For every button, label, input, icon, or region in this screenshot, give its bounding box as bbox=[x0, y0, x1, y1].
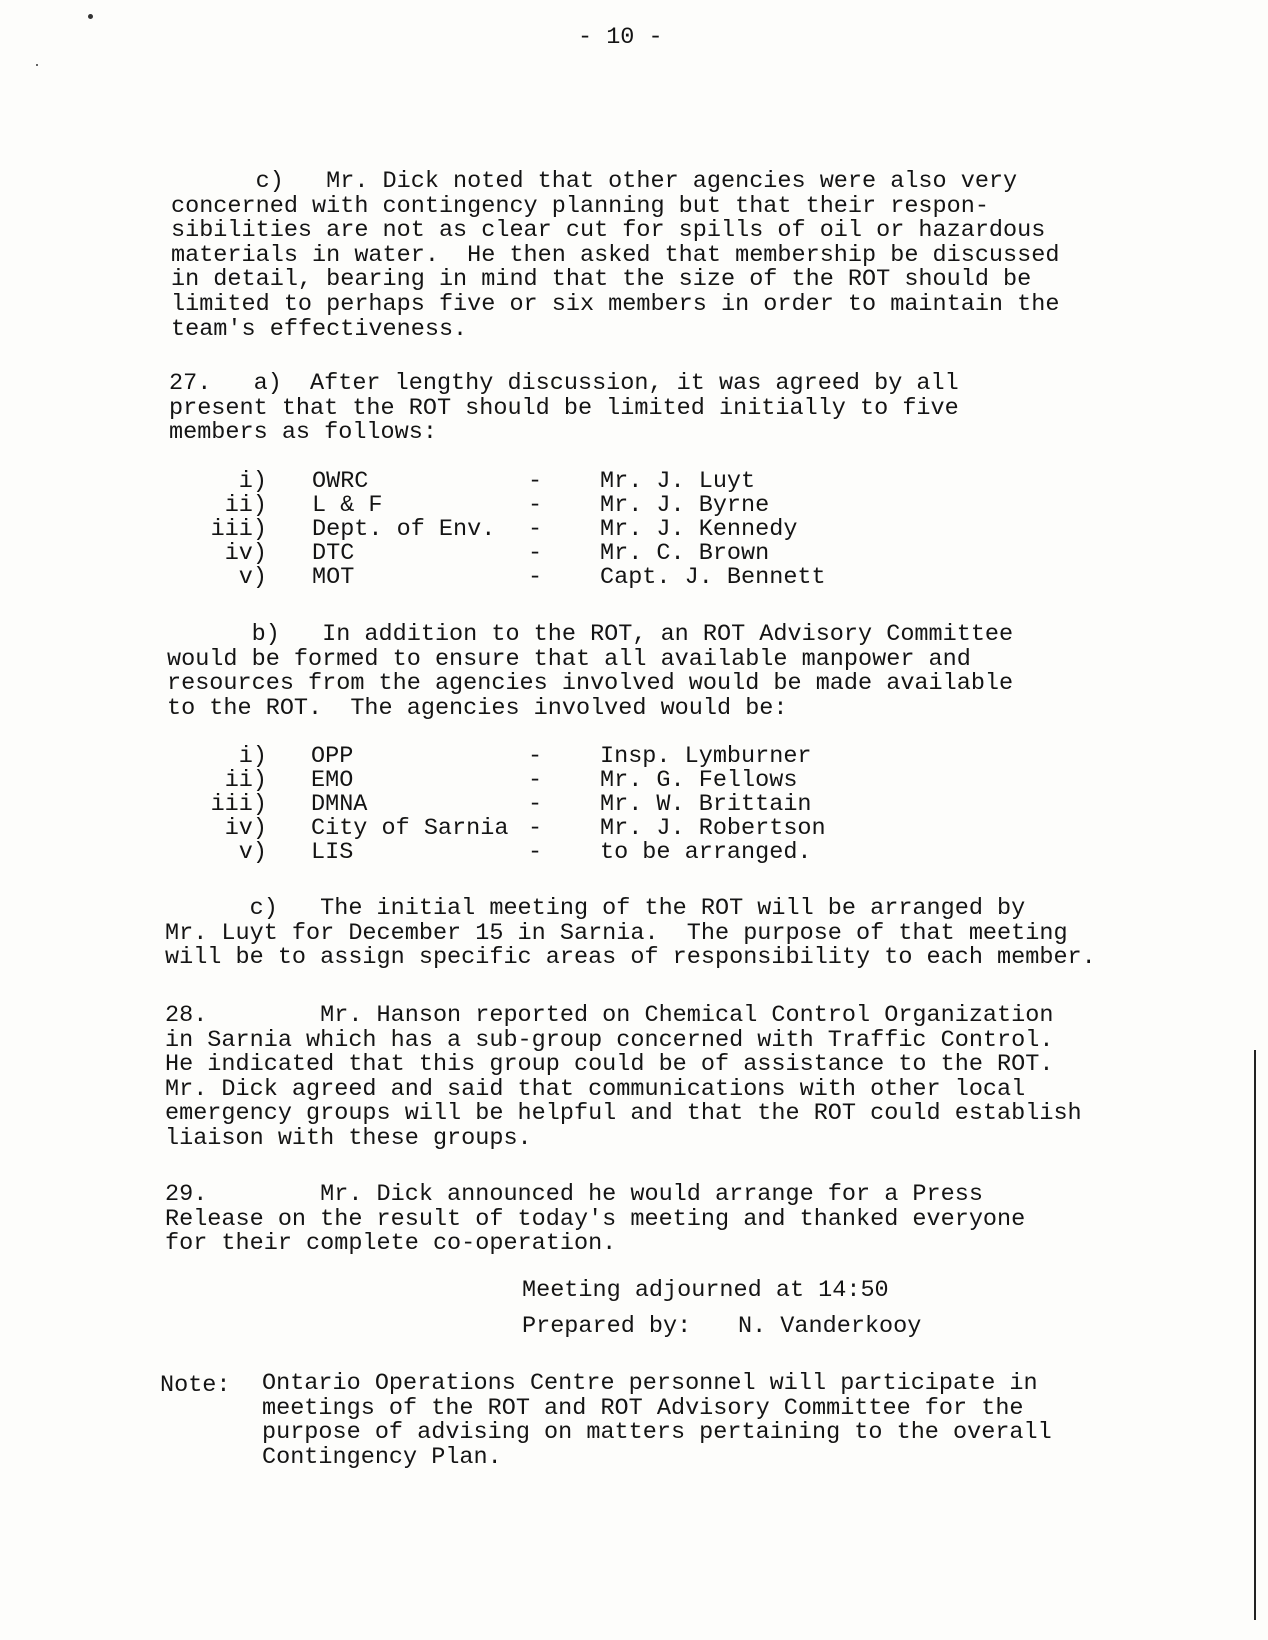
note-text bbox=[262, 1372, 1052, 1470]
list-item-dash: - bbox=[528, 492, 543, 519]
list-item-member-name: Insp. Lymburner bbox=[600, 743, 812, 770]
text-line: 29. Mr. Dick announced he would arrange for a Press bbox=[165, 1181, 983, 1208]
text-line: He indicated that this group could be of assistance to the ROT. bbox=[165, 1051, 1054, 1079]
prepared-by-label: Prepared by: bbox=[522, 1313, 692, 1340]
list-item-organization: DMNA bbox=[311, 791, 368, 818]
list-item bbox=[0, 468, 1268, 495]
paragraph-27c bbox=[165, 897, 1096, 971]
list-item-organization: DTC bbox=[312, 540, 355, 567]
list-item-number: v) bbox=[238, 839, 267, 866]
list-item bbox=[0, 564, 1268, 591]
paragraph-27a bbox=[169, 372, 959, 446]
text-line: members as follows: bbox=[169, 419, 437, 447]
scan-speck bbox=[36, 64, 38, 66]
paragraph-26c bbox=[171, 170, 1059, 342]
text-line: Mr. Luyt for December 15 in Sarnia. The purpose of that meeting bbox=[165, 919, 1068, 947]
text-line: liaison with these groups. bbox=[165, 1124, 532, 1152]
text-line: present that the ROT should be limited initially to five bbox=[169, 394, 959, 422]
list-item bbox=[0, 791, 1268, 818]
list-item-member-name: Mr. C. Brown bbox=[600, 540, 770, 567]
text-line: limited to perhaps five or six members in order to maintain the bbox=[171, 290, 1060, 318]
text-line: Ontario Operations Centre personnel will participate in bbox=[262, 1370, 1038, 1397]
list-item-member-name: Mr. W. Brittain bbox=[600, 791, 812, 818]
list-item-dash: - bbox=[528, 767, 543, 794]
text-line: emergency groups will be helpful and that the ROT could establish bbox=[165, 1100, 1082, 1128]
list-item-dash: - bbox=[528, 468, 543, 495]
text-line: meetings of the ROT and ROT Advisory Committee for the bbox=[262, 1394, 1024, 1422]
list-item-dash: - bbox=[528, 564, 543, 591]
text-line: resources from the agencies involved would be made available bbox=[167, 670, 1014, 698]
prepared-by-name: N. Vanderkooy bbox=[738, 1313, 922, 1340]
list-item-member-name: to be arranged. bbox=[600, 839, 812, 866]
text-line: in detail, bearing in mind that the size of the ROT should be bbox=[171, 266, 1032, 294]
list-item bbox=[0, 767, 1268, 794]
list-item-dash: - bbox=[528, 791, 543, 818]
list-item-member-name: Mr. J. Kennedy bbox=[600, 516, 798, 543]
text-line: b) In addition to the ROT, an ROT Advisory Committee bbox=[167, 621, 1014, 648]
list-item-number: i) bbox=[238, 743, 267, 770]
paragraph-29 bbox=[165, 1183, 1025, 1257]
text-line: 27. a) After lengthy discussion, it was agreed by all bbox=[169, 370, 959, 397]
scan-speck bbox=[88, 14, 93, 19]
text-line: c) The initial meeting of the ROT will be arranged by bbox=[165, 895, 1026, 922]
note-label: Note: bbox=[160, 1372, 231, 1399]
text-line: 28. Mr. Hanson reported on Chemical Control Organization bbox=[165, 1002, 1054, 1029]
list-item bbox=[0, 516, 1268, 543]
list-item-member-name: Mr. G. Fellows bbox=[600, 767, 798, 794]
text-line: sibilities are not as clear cut for spills of oil or hazardous bbox=[171, 217, 1046, 245]
page-number: - 10 - bbox=[578, 24, 663, 51]
list-item-dash: - bbox=[528, 743, 543, 770]
list-item-dash: - bbox=[528, 540, 543, 567]
meeting-adjourned: Meeting adjourned at 14:50 bbox=[522, 1277, 889, 1304]
list-item-member-name: Capt. J. Bennett bbox=[600, 564, 826, 591]
paragraph-28 bbox=[165, 1004, 1082, 1152]
list-item bbox=[0, 540, 1268, 567]
text-line: Contingency Plan. bbox=[262, 1443, 502, 1471]
list-item-member-name: Mr. J. Byrne bbox=[600, 492, 770, 519]
list-item-number: iv) bbox=[224, 815, 267, 842]
list-item-number: v) bbox=[238, 564, 267, 591]
list-item bbox=[0, 743, 1268, 770]
list-item-number: iii) bbox=[210, 791, 267, 818]
text-line: Release on the result of today's meeting and thanked everyone bbox=[165, 1205, 1026, 1233]
list-item-organization: L & F bbox=[312, 492, 383, 519]
text-line: purpose of advising on matters pertaining to the overall bbox=[262, 1419, 1052, 1447]
text-line: will be to assign specific areas of responsibility to each member. bbox=[165, 944, 1096, 972]
list-item-member-name: Mr. J. Luyt bbox=[600, 468, 756, 495]
list-item-organization: MOT bbox=[312, 564, 355, 591]
list-item-dash: - bbox=[528, 815, 543, 842]
list-item-organization: EMO bbox=[311, 767, 354, 794]
text-line: would be formed to ensure that all available manpower and bbox=[167, 645, 971, 673]
list-item-number: ii) bbox=[224, 767, 267, 794]
list-item-organization: Dept. of Env. bbox=[312, 516, 496, 543]
list-item-organization: City of Sarnia bbox=[311, 815, 509, 842]
text-line: team's effectiveness. bbox=[171, 315, 468, 343]
list-item-dash: - bbox=[528, 516, 543, 543]
list-item-dash: - bbox=[528, 839, 543, 866]
text-line: to the ROT. The agencies involved would be: bbox=[167, 694, 788, 722]
list-item-member-name: Mr. J. Robertson bbox=[600, 815, 826, 842]
list-item-organization: OPP bbox=[311, 743, 354, 770]
text-line: for their complete co-operation. bbox=[165, 1230, 617, 1258]
list-item-organization: OWRC bbox=[312, 468, 369, 495]
list-item bbox=[0, 815, 1268, 842]
text-line: concerned with contingency planning but that their respon- bbox=[171, 192, 989, 220]
list-item-number: ii) bbox=[224, 492, 267, 519]
list-item-number: iii) bbox=[210, 516, 267, 543]
text-line: materials in water. He then asked that membership be discussed bbox=[171, 241, 1060, 269]
list-item bbox=[0, 839, 1268, 866]
list-item-organization: LIS bbox=[311, 839, 354, 866]
text-line: c) Mr. Dick noted that other agencies were also very bbox=[171, 168, 1018, 195]
list-item-number: iv) bbox=[224, 540, 267, 567]
list-item bbox=[0, 492, 1268, 519]
text-line: in Sarnia which has a sub-group concerned with Traffic Control. bbox=[165, 1026, 1054, 1054]
paragraph-27b bbox=[167, 623, 1013, 721]
list-item-number: i) bbox=[238, 468, 267, 495]
text-line: Mr. Dick agreed and said that communications with other local bbox=[165, 1075, 1026, 1103]
scan-edge-line bbox=[1254, 1050, 1256, 1620]
